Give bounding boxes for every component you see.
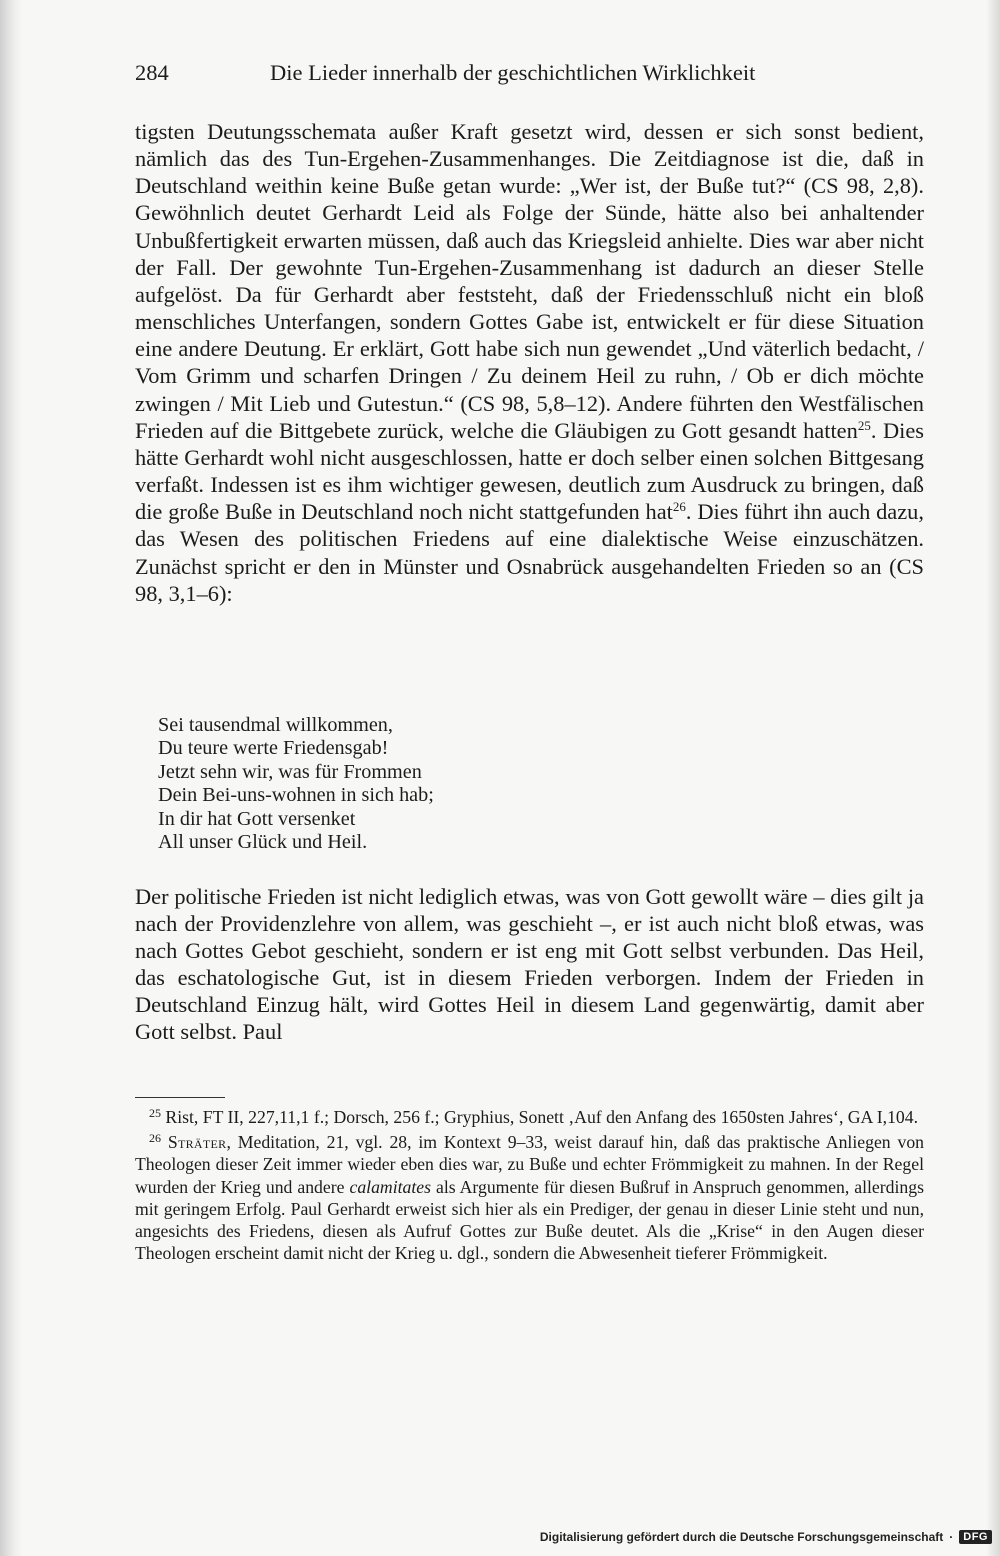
scan-shadow-left	[0, 0, 22, 1556]
footnotes	[135, 1106, 924, 1267]
footnote-author: Sträter	[167, 1132, 227, 1153]
footnote-ref-25[interactable]: 25	[857, 417, 871, 433]
verse-line: In dir hat Gott versenket	[158, 807, 356, 830]
footnote-text: , Meditation, 21, vgl. 28, im Kontext 9–33, weist darauf hin, daß das praktische Anliegen von Theologen dieser Zeit immer wieder eben dies war, zu Buße und echter Frömmigkeit zu mahnen. In der Regel wurden der Krieg und andere	[135, 1132, 925, 1197]
digitization-banner	[540, 1530, 992, 1544]
verse-line: Sei tausendmal willkommen,	[158, 714, 393, 736]
running-header	[135, 58, 925, 88]
running-title: Die Lieder innerhalb der geschichtlichen Wirklichkeit	[270, 60, 756, 85]
paragraph-text-2: . Dies hätte Gerhardt wohl nicht ausgeschlossen, hatte er doch selber einen solchen Bittgesang verfaßt. Indessen ist es ihm wichtiger gewesen, deutlich zum Ausdruck zu bringen, daß die große Buße in Deutschland noch nicht stattgefunden hat	[135, 417, 924, 525]
footnote-text: als Argumente für diesen Bußruf in Anspruch genommen, allerdings mit geringem Erfolg. Paul Gerhardt erweist sich hier als ein Prediger, der genau in dieser Linie steht und nun, angesichts des Friedens, diesen als Aufruf Gottes zur Buße deutet. Als die „Krise“ in den Augen dieser Theologen erscheint damit nicht der Krieg u. dgl., sondern die Abwesenheit tieferer Frömmigkeit.	[135, 1176, 924, 1264]
footnote-text: Rist, FT II, 227,11,1 f.; Dorsch, 256 f.; Gryphius, Sonett ‚Auf den Anfang des 1650sten Jahres‘, GA I,104.	[165, 1107, 919, 1127]
paragraph-text-3: . Dies führt ihn auch dazu, das Wesen des politischen Friedens auf eine dialektische Weise einzuschätzen. Zunächst spricht er den in Münster und Osnabrück ausgehandelten Frieden so an (CS 98, 3,1–​6):	[135, 499, 924, 606]
main-paragraph	[135, 118, 924, 607]
banner-text: Digitalisierung gefördert durch die Deutsche Forschungsgemeinschaft	[539, 1530, 944, 1544]
footnote-mark: 25	[149, 1106, 161, 1120]
verse-line: All unser Glück und Heil.	[158, 831, 368, 854]
scan-shadow-right	[986, 0, 1000, 1556]
footnote-divider	[135, 1097, 225, 1098]
banner-separator: ·	[949, 1530, 954, 1544]
footnote-ref-26[interactable]: 26	[672, 499, 686, 515]
footnote-26	[135, 1131, 924, 1264]
verse-line: Dein Bei-uns-wohnen in sich hab;	[158, 784, 434, 807]
dfg-logo-icon: DFG	[959, 1530, 992, 1544]
footnote-mark: 26	[149, 1131, 161, 1146]
paragraph-text-1: tigsten Deutungsschemata außer Kraft gesetzt wird, dessen er sich sonst bedient, nämlich das des Tun-Ergehen-Zusammenhanges. Die Zeitdiagnose ist die, daß in Deutschland weithin keine Buße getan wurde: „Wer ist, der Buße tut?“ (CS 98, 2,8). Gewöhnlich deutet Gerhardt Leid als Folge der Sünde, hätte also bei anhaltender Unbußfertigkeit erwarten müssen, daß auch das Kriegsleid anhielte. Dies war aber nicht der Fall. Der gewohnte Tun-Ergehen-Zusammenhang ist dadurch an dieser Stelle aufgelöst. Da für Gerhardt aber feststeht, daß der Friedensschluß nicht ein bloß menschliches Unterfangen, sondern Gottes Gabe ist, entwickelt er für diese Situation eine andere Deutung. Er erklärt, Gott habe sich nun gewendet „Und väterlich bedacht, / Vom Grimm und scharfen Dringen / Zu deinem Heil zu ruhn, / Ob er dich möchte zwingen / Mit Lieb und Gutestun.“ (CS 98, 5,8–12). Andere führten den Westfälischen Frieden auf die Bittgebete zurück, welche die Gläubigen zu Gott gesandt hatten	[135, 119, 924, 443]
footnote-italic-term: calamitates	[349, 1176, 432, 1197]
verse-quote	[158, 714, 758, 854]
verse-line: Du teure werte Friedensgab!	[158, 737, 389, 760]
page-number: 284	[135, 60, 169, 85]
verse-line: Jetzt sehn wir, was für Frommen	[158, 760, 422, 783]
footnote-25	[135, 1106, 924, 1128]
second-paragraph: Der politische Frieden ist nicht lediglich etwas, was von Gott gewollt wäre – dies gilt ja nach der Providenzlehre von allem, was geschieht –, er ist auch nicht bloß etwas, was nach Gottes Gebot geschieht, sondern er ist eng mit Gott selbst verbunden. Das Heil, das eschatologische Gut, ist in diesem Frieden verborgen. Indem der Frieden in Deutschland Einzug hält, wird Gottes Heil in diesem Land gegenwärtig, damit aber Gott selbst. Paul	[135, 884, 924, 1045]
